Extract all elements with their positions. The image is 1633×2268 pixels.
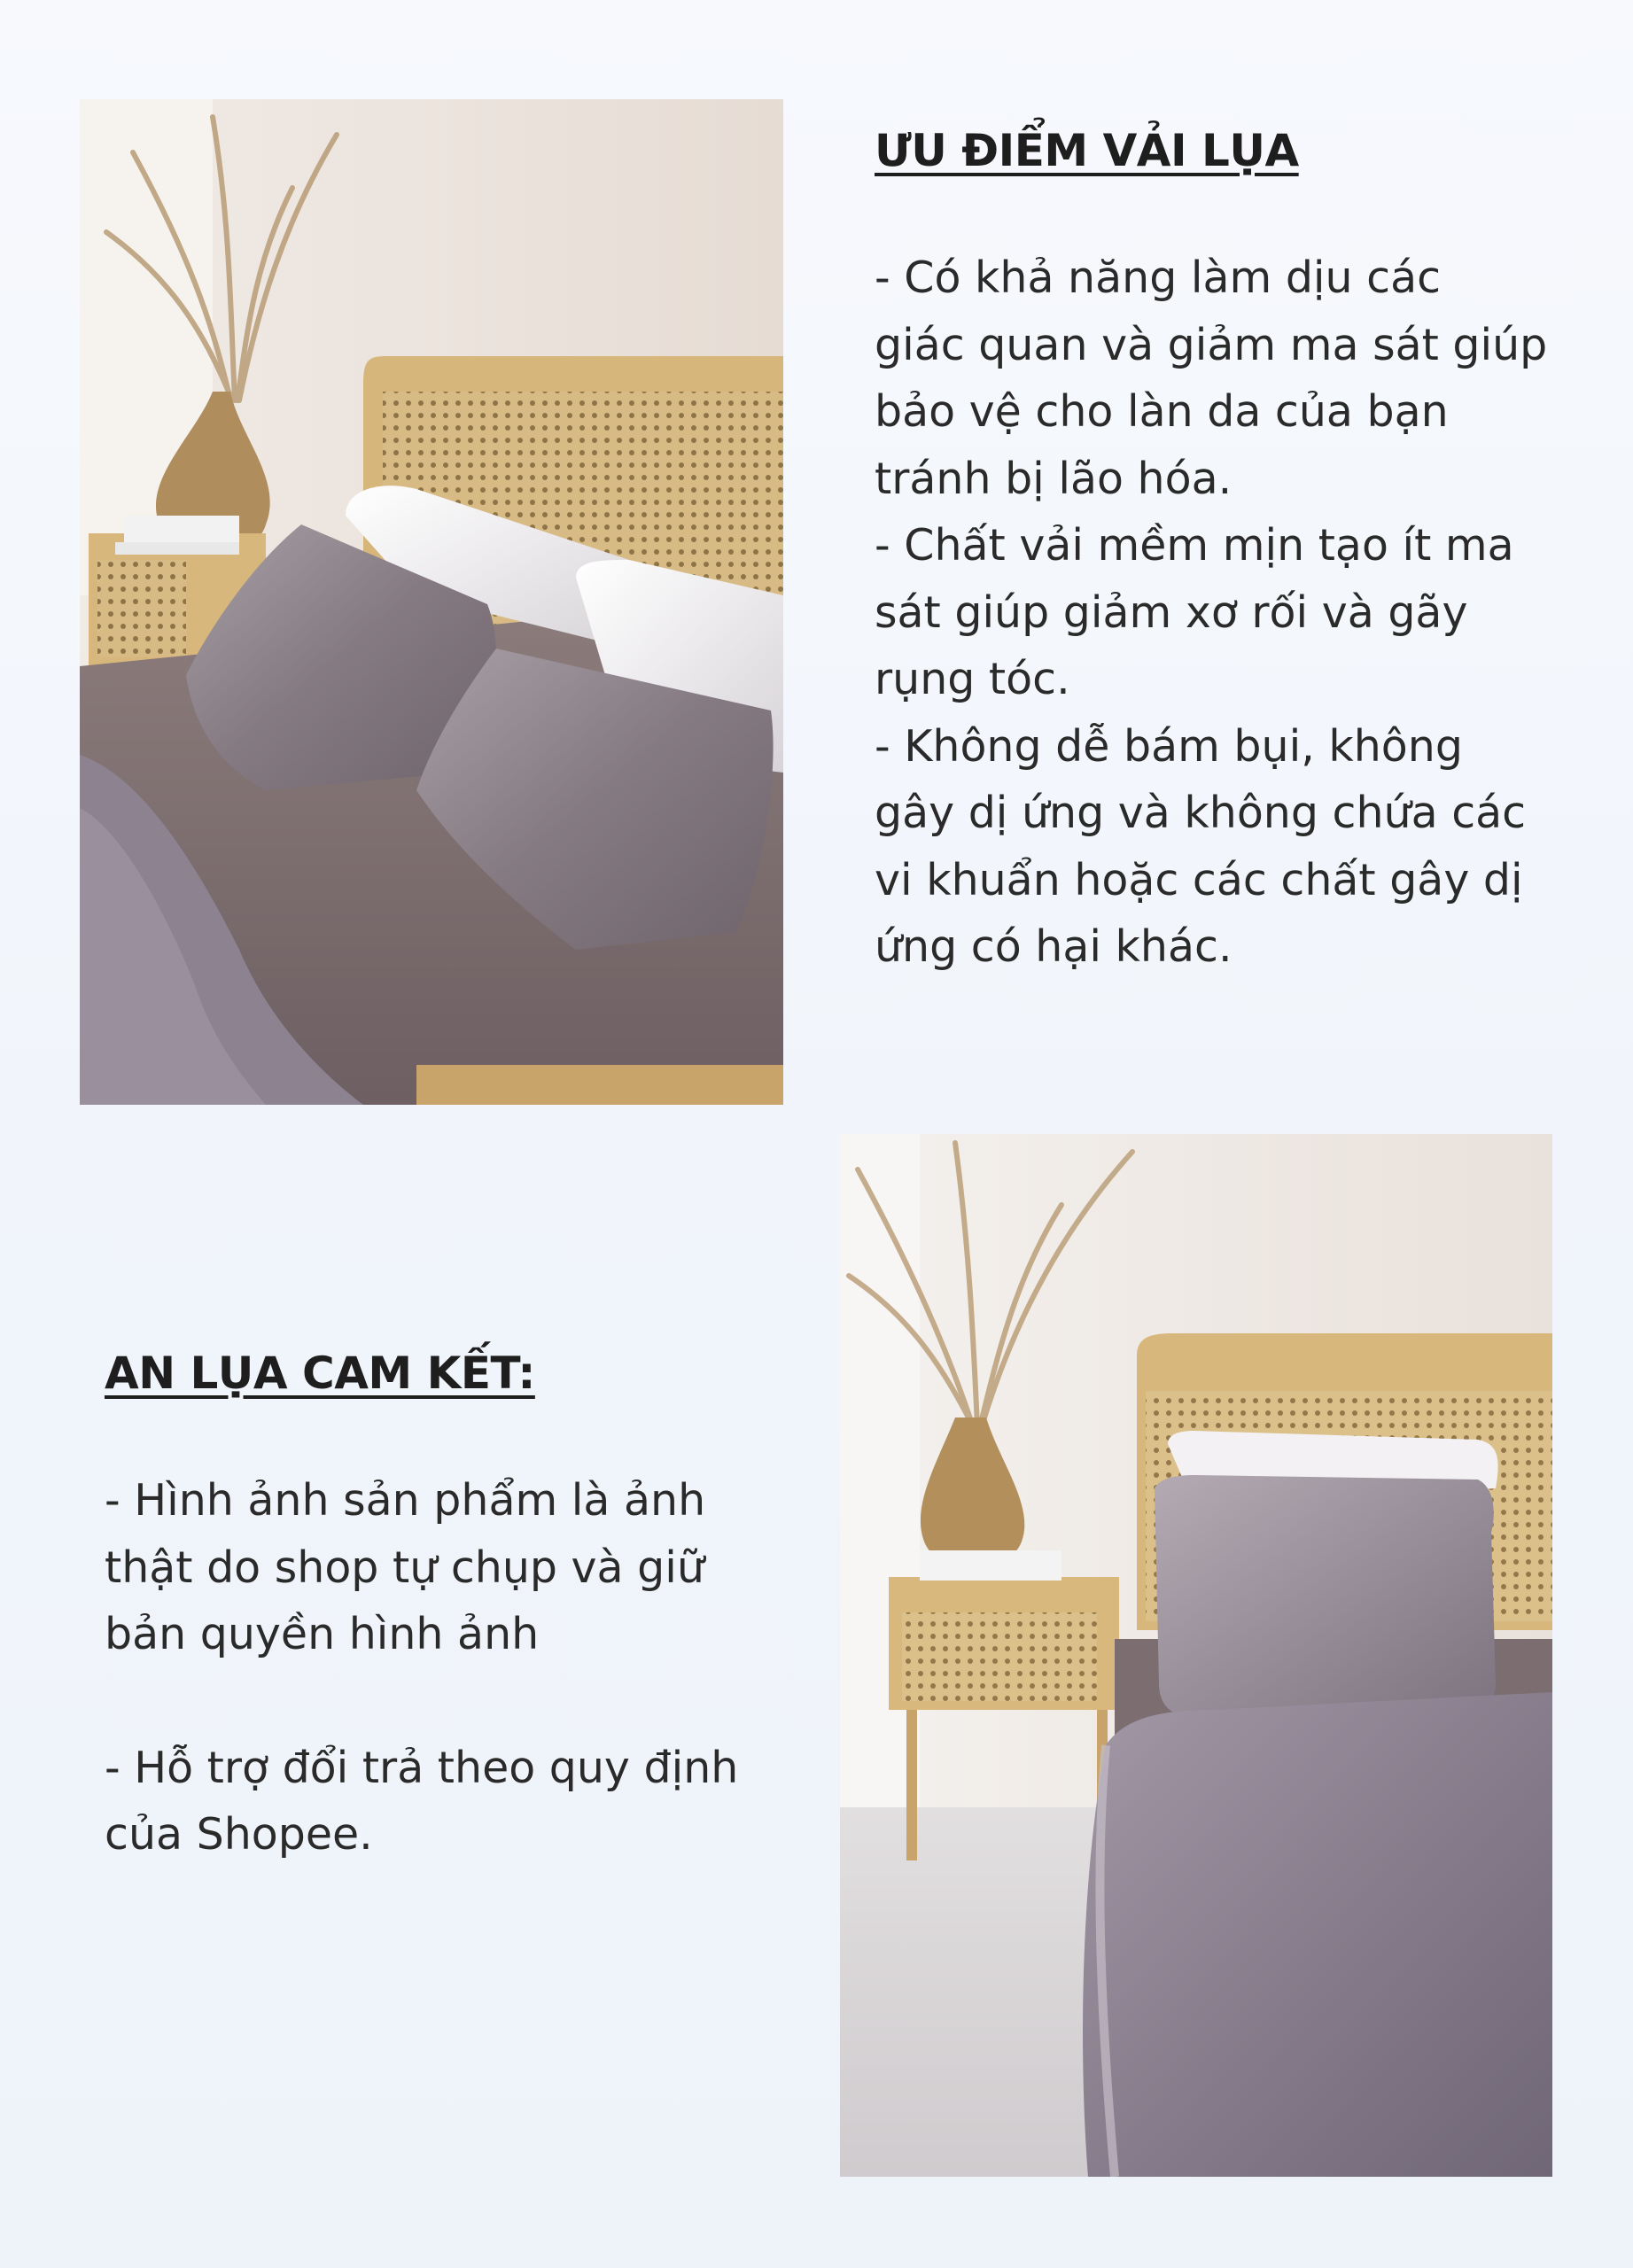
silk-benefits-section — [875, 115, 1583, 981]
silk-benefits-text: - Có khả năng làm dịu các giác quan và giảm ma sát giúp bảo vệ cho làn da của bạn tránh bị lão hóa. - Chất vải mềm mịn tạo ít ma sát giúp giảm xơ rối và gãy rụng tóc. - Không dễ bám bụi, không gây dị ứng và không chứa các vi khuẩn hoặc các chất gây dị ứng có hại khác. — [875, 252, 1548, 972]
silk-bed-nightstand-image — [840, 1134, 1552, 2177]
commitment-heading: AN LỤA CAM KẾT: — [105, 1348, 535, 1399]
bedroom-photo-bottom — [840, 1134, 1552, 2177]
bedroom-photo-top — [80, 99, 783, 1105]
silk-benefits-body — [875, 245, 1583, 981]
silk-bedding-image — [80, 99, 783, 1105]
commitment-item-photos: - Hình ảnh sản phẩm là ảnh thật do shop tự chụp và giữ bản quyền hình ảnh — [105, 1475, 706, 1659]
commitment-item-returns: - Hỗ trợ đổi trả theo quy định của Shopee. — [105, 1742, 739, 1860]
commitment-body — [105, 1467, 813, 1868]
commitment-section — [105, 1338, 813, 1868]
silk-benefits-heading: ƯU ĐIỂM VẢI LỤA — [875, 125, 1299, 176]
